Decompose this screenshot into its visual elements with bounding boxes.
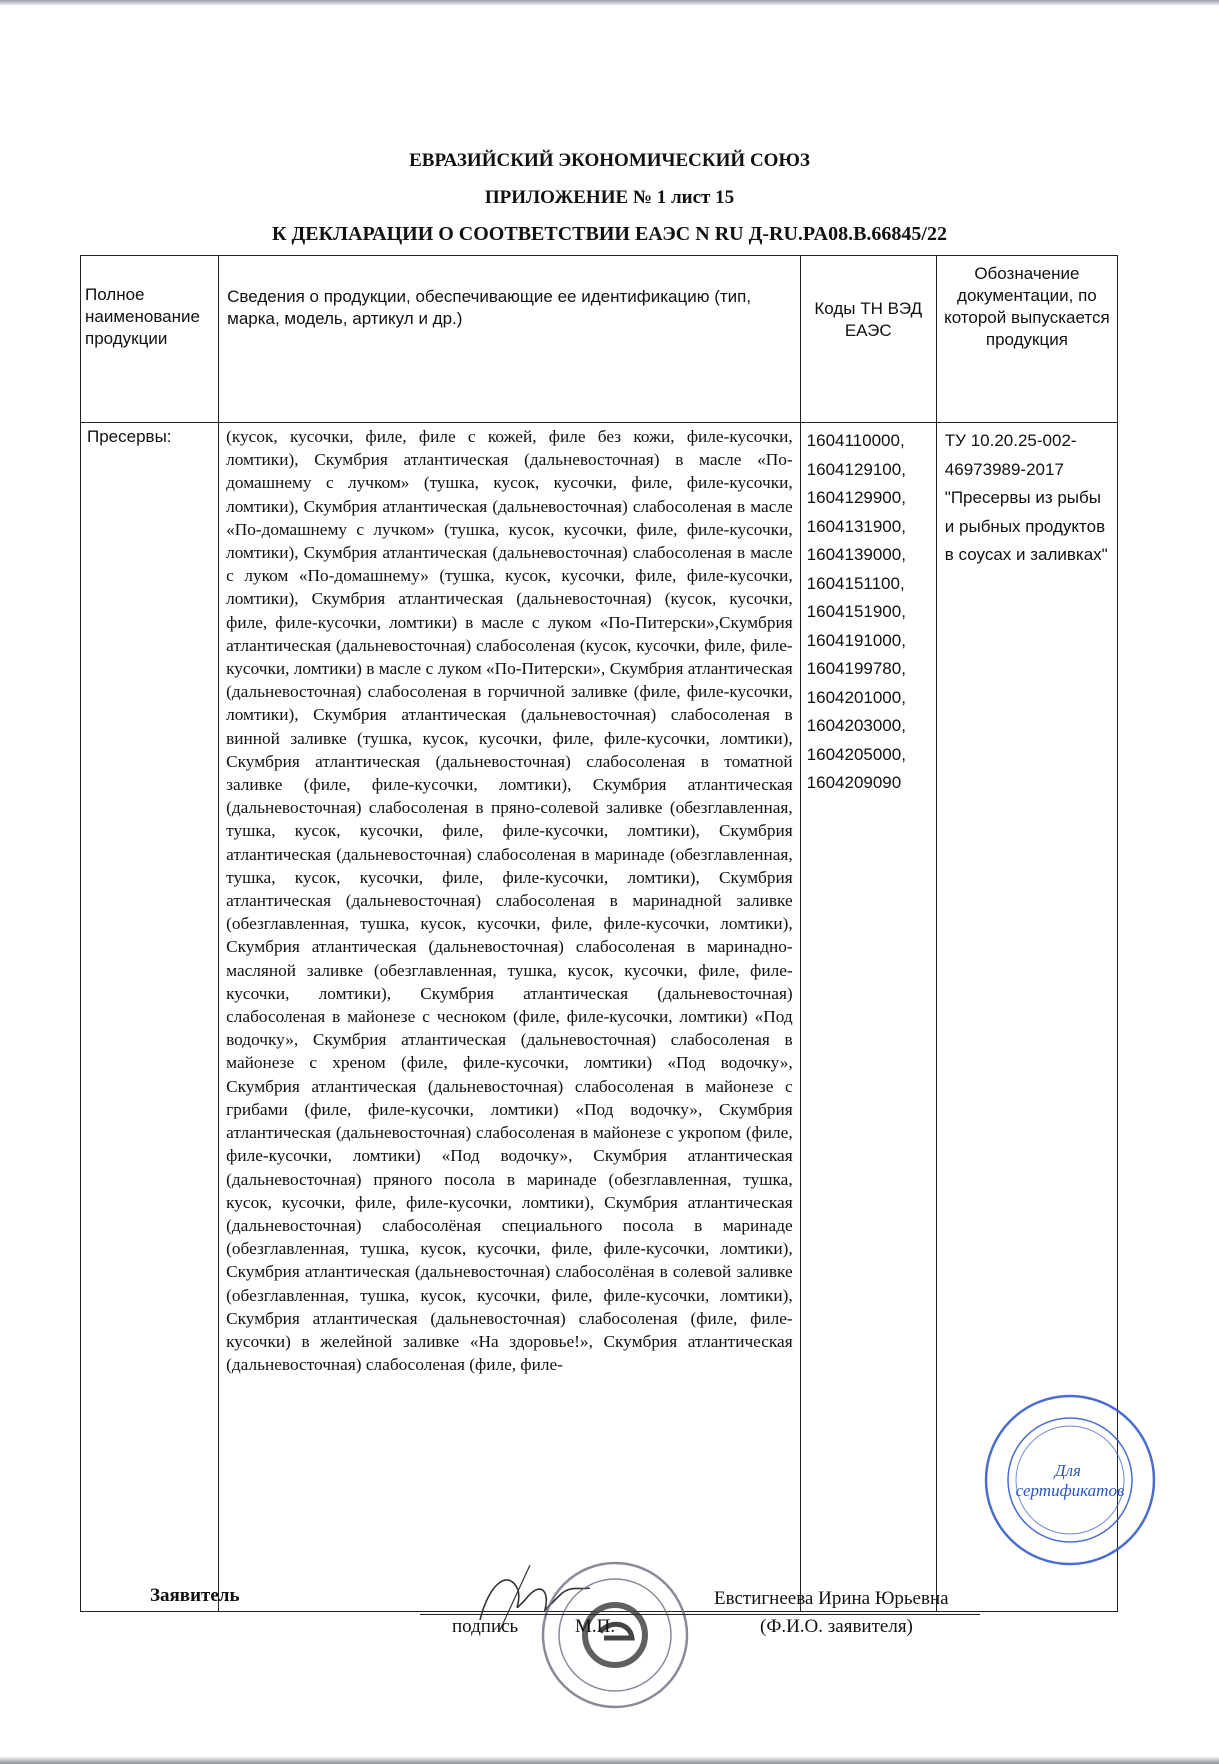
code-item: 1604209090 [806,773,902,792]
code-item: 1604151100, [806,573,905,593]
applicant-label: Заявитель [150,1585,240,1606]
product-name-cell: Пресервы: [81,423,219,1612]
stamp-caption: М.П. [575,1616,616,1637]
codes-cell [800,423,936,1612]
code-item: 1604131900, [806,516,906,536]
applicant-name: Евстигнеева Ирина Юрьевна [714,1588,949,1609]
signature-line [420,1614,980,1615]
product-description-cell [219,423,801,1612]
cert-stamp-text: Для сертификатов [1015,1461,1125,1500]
code-item: 1604191000, [806,630,906,650]
declaration-title: К ДЕКЛАРАЦИИ О СООТВЕТСТВИИ ЕАЭС N RU Д-RU.PA08.B.66845/22 [272,223,947,245]
codes-list [807,427,930,798]
code-item: 1604151900, [806,602,906,621]
code-item: 1604110000, [806,431,905,450]
product-table [80,255,1118,1612]
code-item: 1604129100, [806,459,906,479]
signature-caption: подпись [452,1616,519,1637]
code-item: 1604203000, [806,716,906,735]
code-item: 1604129900, [806,488,906,507]
code-item: 1604139000, [806,545,906,564]
scan-top-shade [0,0,1219,6]
table-row [81,423,1118,1612]
header-codes: Коды ТН ВЭД ЕАЭС [800,256,936,423]
code-item: 1604205000, [806,744,906,764]
scan-bottom-shade [0,1756,1219,1764]
certification-stamp [980,1390,1160,1570]
documentation-cell: ТУ 10.20.25-002-46973989-2017 "Пресервы из рыбы и рыбных продуктов в соусах и заливках" [936,423,1117,1612]
header-product-info: Сведения о продукции, обеспечивающие ее идентификацию (тип, марка, модель, артикул и др.) [219,256,801,423]
code-item: 1604201000, [806,687,906,707]
header-documentation: Обозначение документации, по которой выпускается продукция [936,256,1117,423]
table-header-row [81,256,1118,423]
name-caption: (Ф.И.О. заявителя) [760,1616,913,1637]
appendix-title: ПРИЛОЖЕНИЕ № 1 лист 15 [484,187,735,208]
code-item: 1604199780, [806,659,906,678]
header-product-name: Полное наименование продукции [81,256,219,423]
product-description: (кусок, кусочки, филе, филе с кожей, филе без кожи, филе-кусочки, ломтики), Скумбрия атлантическая (дальневосточная) в масле «По-домашнему с лучком» (тушка, кусок, кусочки, филе, филе-кусочки, ломтики), Скумбрия атлантическая (дальневосточная) слабосоленая в масле «По-домашнему с лучком» (тушка, кусок, кусочки, филе, филе-кусочки, ломтики), Скумбрия атлантическая (дальневосточная) слабосоленая в масле с луком «По-домашнему» (тушка, кусок, кусочки, филе, филе-кусочки, ломтики), Скумбрия атлантическая (дальневосточная) (кусок, кусочки, филе, филе-кусочки, ломтики) в масле с луком «По-Питерски»,Скумбрия атлантическая (дальневосточная) слабосоленая (кусок, кусочки, филе, филе-кусочки, ломтики) в масле с луком «По-Питерски», Скумбрия атлантическая (дальневосточная) слабосоленая в горчичной заливке (филе, филе-кусочки, ломтики), Скумбрия атлантическая (дальневосточная) слабосоленая в винной заливке (тушка, кусок, кусочки, филе, филе-кусочки, ломтики), Скумбрия атлантическая (дальневосточная) слабосоленая в томатной заливке (филе, филе-кусочки, ломтики), Скумбрия атлантическая (дальневосточная) слабосоленая в пряно-солевой заливке (обезглавленная, тушка, кусок, кусочки, филе, филе-кусочки, ломтики), Скумбрия атлантическая (дальневосточная) слабосоленая в маринаде (обезглавленная, тушка, кусок, кусочки, филе, филе-кусочки, ломтики), Скумбрия атлантическая (дальневосточная) слабосоленая в маринадной заливке (обезглавленная, тушка, кусок, кусочки, филе, филе-кусочки, ломтики), Скумбрия атлантическая (дальневосточная) слабосоленая в маринадно-масляной заливке (обезглавленная, тушка, кусок, кусочки, филе, филе-кусочки, ломтики), Скумбрия атлантическая (дальневосточная) слабосоленая в майонезе с чесноком (филе, филе-кусочки, ломтики) «Под водочку», Скумбрия атлантическая (дальневосточная) слабосоленая в майонезе с хреном (филе, филе-кусочки, ломтики) «Под водочку», Скумбрия атлантическая (дальневосточная) слабосоленая в майонезе с грибами (филе, филе-кусочки, ломтики) «Под водочку», Скумбрия атлантическая (дальневосточная) слабосоленая в майонезе с укропом (филе, филе-кусочки, ломтики) «Под водочку», Скумбрия атлантическая (дальневосточная) пряного посола в маринаде (обезглавленная, тушка, кусок, кусочки, филе, филе-кусочки, ломтики), Скумбрия атлантическая (дальневосточная) слабосолёная специального посола в маринаде (обезглавленная, тушка, кусок, кусочки, филе, филе-кусочки, ломтики), Скумбрия атлантическая (дальневосточная) слабосолёная в солевой заливке (обезглавленная, тушка, кусок, кусочки, филе, филе-кусочки, ломтики), Скумбрия атлантическая (дальневосточная) слабосоленая (филе, филе-кусочки) в желейной заливке «На здоровье!», Скумбрия атлантическая (дальневосточная) слабосоленая (филе, филе- [226,427,793,1375]
union-title: ЕВРАЗИЙСКИЙ ЭКОНОМИЧЕСКИЙ СОЮЗ [409,150,810,171]
